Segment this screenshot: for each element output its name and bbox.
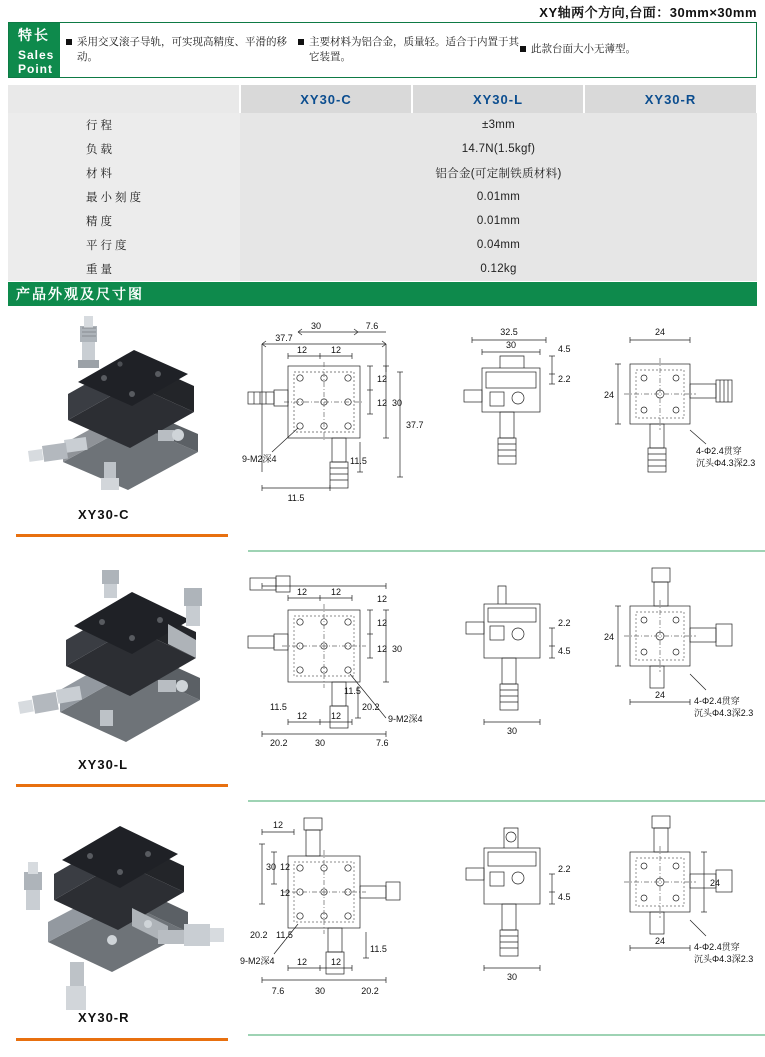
dim-12c: 12	[377, 594, 388, 604]
product-photo-xy30c	[8, 312, 233, 530]
product-row-xy30r	[8, 812, 757, 1057]
row-label: 行程	[8, 113, 240, 137]
dim-12d: 12	[377, 398, 388, 408]
table-header-xy30l: XY30-L	[412, 85, 584, 113]
drawing-endview-xy30r	[594, 812, 764, 1027]
row-label: 负载	[8, 137, 240, 161]
section-title: 产品外观及尺寸图	[8, 282, 757, 306]
table-row	[8, 185, 757, 209]
dim-4-5: 4.5	[558, 344, 571, 354]
row-value: 14.7N(1.5kgf)	[240, 137, 757, 161]
dim-24-bottom: 24	[654, 690, 666, 700]
table-row	[8, 137, 757, 161]
dim-24-top: 24	[654, 327, 666, 337]
green-divider	[248, 1034, 765, 1036]
product-row-xy30l	[8, 562, 757, 807]
table-header-row	[8, 85, 757, 113]
dim-30-bottom: 30	[314, 986, 326, 996]
note-9-m2: 9-M2深4	[240, 956, 275, 966]
dim-2-2: 2.2	[558, 618, 571, 628]
table-row	[8, 233, 757, 257]
note-9-m2: 9-M2深4	[242, 454, 277, 464]
dim-7-6: 7.6	[365, 321, 379, 331]
sales-point-label-cn: 特长	[18, 26, 50, 43]
dim-12d: 12	[377, 618, 388, 628]
note-counterbore-line2: 沉头Φ4.3深2.3	[694, 954, 754, 964]
dim-30-side: 30	[505, 340, 517, 350]
bullet-square-icon	[298, 39, 304, 45]
drawing-topview-xy30l	[240, 562, 460, 777]
product-model-label: XY30-C	[78, 507, 130, 522]
green-divider	[248, 550, 765, 552]
drawing-sideview-xy30r	[460, 812, 600, 1027]
dim-30-side: 30	[506, 726, 518, 736]
dim-12b: 12	[280, 862, 291, 872]
dim-24-left: 24	[604, 390, 615, 400]
sales-point-label-en: Sales Point	[18, 47, 55, 76]
dim-12b: 12	[330, 345, 342, 355]
dim-32-5: 32.5	[500, 327, 518, 337]
drawing-sideview-xy30l	[460, 562, 600, 777]
dim-12g: 12	[330, 711, 342, 721]
dim-20-2b: 20.2	[361, 986, 379, 996]
spec-table	[8, 85, 757, 281]
orange-divider	[16, 1038, 228, 1041]
dim-12c: 12	[280, 888, 291, 898]
table-row	[8, 113, 757, 137]
dim-12c: 12	[377, 374, 388, 384]
row-label: 精度	[8, 209, 240, 233]
dim-30: 30	[310, 321, 322, 331]
sales-point-item-text: 此款台面大小无薄型。	[531, 43, 636, 56]
drawing-sideview-xy30c	[460, 312, 600, 527]
dim-30-right: 30	[392, 398, 403, 408]
dim-12b: 12	[330, 587, 342, 597]
orange-divider	[16, 534, 228, 537]
row-label: 重量	[8, 257, 240, 281]
dim-7-6: 7.6	[376, 738, 389, 748]
dim-30-side: 30	[506, 972, 518, 982]
dim-24-left: 24	[604, 632, 615, 642]
table-row	[8, 209, 757, 233]
row-value: ±3mm	[240, 113, 757, 137]
table-row	[8, 257, 757, 281]
note-counterbore-line1: 4-Φ2.4贯穿	[694, 942, 740, 952]
dim-12a: 12	[296, 587, 308, 597]
row-label: 材料	[8, 161, 240, 185]
dim-12e: 12	[330, 957, 342, 967]
sales-point-items	[60, 23, 756, 77]
dim-11-5: 11.5	[344, 686, 361, 696]
dim-37-7: 37.7	[275, 333, 293, 343]
dim-30-bottom: 30	[314, 738, 326, 748]
note-counterbore-line2: 沉头Φ4.3深2.3	[694, 708, 754, 718]
row-value: 铝合金(可定制铁质材料)	[240, 161, 757, 185]
page-title: XY轴两个方向,台面：30mm×30mm	[539, 5, 757, 20]
drawing-endview-xy30l	[594, 562, 764, 777]
row-value: 0.12kg	[240, 257, 757, 281]
sales-point-band	[8, 22, 757, 78]
product-photo-xy30l	[8, 562, 233, 780]
dim-4-5: 4.5	[558, 646, 571, 656]
row-label: 最小刻度	[8, 185, 240, 209]
table-header-xy30r: XY30-R	[584, 85, 757, 113]
dim-30-left: 30	[266, 862, 277, 872]
row-value: 0.04mm	[240, 233, 757, 257]
sales-point-item-text: 主要材料为铝合金，质量轻。适合于内置于其它装置。	[309, 35, 519, 63]
sales-point-item	[66, 35, 298, 65]
sales-point-label	[9, 23, 60, 77]
table-header-xy30c: XY30-C	[240, 85, 412, 113]
dim-2-2: 2.2	[558, 374, 571, 384]
dim-7-6: 7.6	[271, 986, 285, 996]
drawing-endview-xy30c	[594, 312, 764, 527]
dim-12a: 12	[296, 345, 308, 355]
sales-point-item-text: 采用交叉滚子导轨，可实现高精度、平滑的移动。	[77, 35, 287, 63]
drawing-topview-xy30r	[240, 812, 460, 1027]
note-counterbore-line1: 4-Φ2.4贯穿	[696, 446, 742, 456]
orange-divider	[16, 784, 228, 787]
dim-24-right: 24	[710, 878, 721, 888]
bullet-square-icon	[66, 39, 72, 45]
dim-12e: 12	[377, 644, 388, 654]
green-divider	[248, 800, 765, 802]
dim-24-bottom: 24	[654, 936, 666, 946]
dim-11-5b: 11.5	[370, 944, 387, 954]
dim-12f: 12	[296, 711, 308, 721]
product-photo-xy30r	[8, 812, 233, 1030]
dim-37-7-right: 37.7	[406, 420, 424, 430]
dim-11-5a: 11.5	[276, 930, 293, 940]
row-label: 平行度	[8, 233, 240, 257]
row-value: 0.01mm	[240, 185, 757, 209]
dim-20-2: 20.2	[362, 702, 380, 712]
dim-11-5b: 11.5	[270, 702, 287, 712]
dim-4-5: 4.5	[558, 892, 571, 902]
sales-point-item	[520, 42, 750, 57]
product-model-label: XY30-L	[78, 757, 129, 772]
dim-11-5a: 11.5	[350, 456, 367, 466]
dim-12d: 12	[296, 957, 308, 967]
dim-2-2: 2.2	[558, 864, 571, 874]
product-model-label: XY30-R	[78, 1010, 130, 1025]
table-row	[8, 161, 757, 185]
note-9-m2: 9-M2深4	[388, 714, 423, 724]
note-counterbore-line2: 沉头Φ4.3深2.3	[696, 458, 756, 468]
product-row-xy30c	[8, 312, 757, 557]
dim-11-5b: 11.5	[287, 493, 305, 503]
dim-20-2: 20.2	[250, 930, 268, 940]
dim-20-2b: 20.2	[270, 738, 288, 748]
sales-point-item	[298, 35, 520, 65]
drawing-topview-xy30c	[240, 312, 460, 527]
dim-12a: 12	[272, 820, 284, 830]
row-value: 0.01mm	[240, 209, 757, 233]
note-counterbore-line1: 4-Φ2.4贯穿	[694, 696, 740, 706]
bullet-square-icon	[520, 46, 526, 52]
table-header-blank	[8, 85, 240, 113]
dim-30-right: 30	[392, 644, 403, 654]
